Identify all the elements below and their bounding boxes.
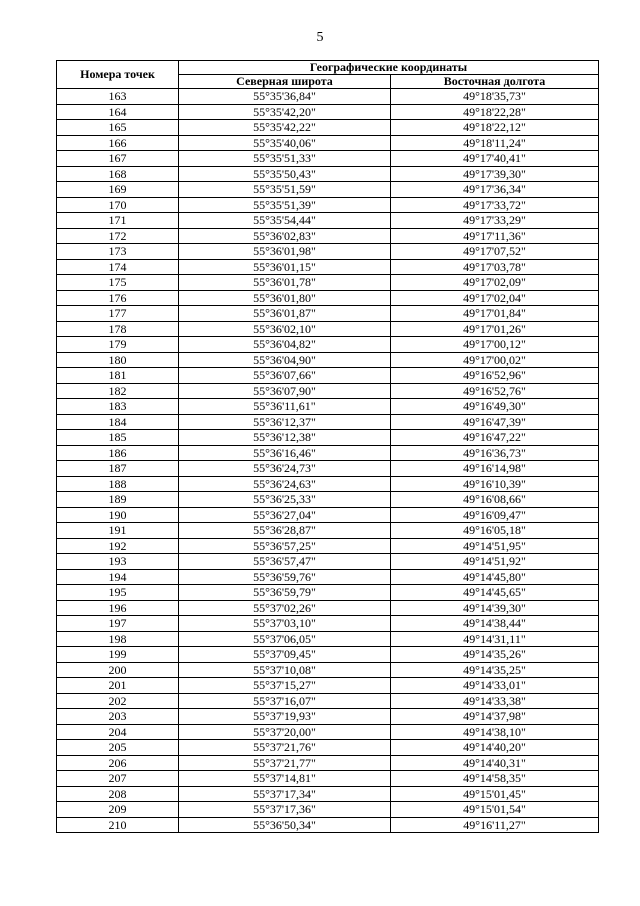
table-row: [57, 259, 599, 275]
point-number-cell: 210: [57, 817, 179, 833]
point-number-cell: 207: [57, 771, 179, 787]
table-row: [57, 724, 599, 740]
header-point-numbers: Номера точек: [57, 61, 179, 89]
point-number-cell: 204: [57, 724, 179, 740]
longitude-cell: 49°18'11,24": [391, 135, 599, 151]
table-row: [57, 631, 599, 647]
table-row: [57, 693, 599, 709]
header-east-longitude: Восточная долгота: [391, 75, 599, 89]
table-row: [57, 507, 599, 523]
latitude-cell: 55°36'50,34": [179, 817, 391, 833]
table-row: [57, 802, 599, 818]
table-row: [57, 120, 599, 136]
table-row: [57, 197, 599, 213]
latitude-cell: 55°37'10,08": [179, 662, 391, 678]
longitude-cell: 49°17'01,84": [391, 306, 599, 322]
point-number-cell: 174: [57, 259, 179, 275]
table-row: [57, 228, 599, 244]
latitude-cell: 55°37'14,81": [179, 771, 391, 787]
table-body: [57, 89, 599, 833]
table-row: [57, 135, 599, 151]
longitude-cell: 49°17'33,29": [391, 213, 599, 229]
point-number-cell: 188: [57, 476, 179, 492]
point-number-cell: 195: [57, 585, 179, 601]
point-number-cell: 180: [57, 352, 179, 368]
latitude-cell: 55°37'03,10": [179, 616, 391, 632]
table-row: [57, 104, 599, 120]
longitude-cell: 49°17'40,41": [391, 151, 599, 167]
table-row: [57, 352, 599, 368]
point-number-cell: 166: [57, 135, 179, 151]
latitude-cell: 55°36'16,46": [179, 445, 391, 461]
longitude-cell: 49°14'40,20": [391, 740, 599, 756]
longitude-cell: 49°14'35,26": [391, 647, 599, 663]
latitude-cell: 55°36'01,78": [179, 275, 391, 291]
latitude-cell: 55°36'57,47": [179, 554, 391, 570]
table-row: [57, 306, 599, 322]
table-row: [57, 647, 599, 663]
point-number-cell: 182: [57, 383, 179, 399]
longitude-cell: 49°14'38,44": [391, 616, 599, 632]
latitude-cell: 55°36'27,04": [179, 507, 391, 523]
latitude-cell: 55°37'21,77": [179, 755, 391, 771]
latitude-cell: 55°36'07,66": [179, 368, 391, 384]
table-row: [57, 275, 599, 291]
point-number-cell: 177: [57, 306, 179, 322]
table-row: [57, 585, 599, 601]
longitude-cell: 49°14'58,35": [391, 771, 599, 787]
table-row: [57, 616, 599, 632]
longitude-cell: 49°16'49,30": [391, 399, 599, 415]
latitude-cell: 55°36'12,38": [179, 430, 391, 446]
longitude-cell: 49°17'36,34": [391, 182, 599, 198]
latitude-cell: 55°37'17,36": [179, 802, 391, 818]
table-row: [57, 662, 599, 678]
point-number-cell: 175: [57, 275, 179, 291]
point-number-cell: 164: [57, 104, 179, 120]
table-row: [57, 89, 599, 105]
latitude-cell: 55°36'24,73": [179, 461, 391, 477]
longitude-cell: 49°15'01,54": [391, 802, 599, 818]
latitude-cell: 55°36'07,90": [179, 383, 391, 399]
latitude-cell: 55°36'01,87": [179, 306, 391, 322]
longitude-cell: 49°16'47,39": [391, 414, 599, 430]
table-row: [57, 151, 599, 167]
point-number-cell: 206: [57, 755, 179, 771]
table-row: [57, 678, 599, 694]
longitude-cell: 49°16'10,39": [391, 476, 599, 492]
latitude-cell: 55°36'59,76": [179, 569, 391, 585]
point-number-cell: 190: [57, 507, 179, 523]
longitude-cell: 49°14'45,65": [391, 585, 599, 601]
point-number-cell: 197: [57, 616, 179, 632]
table-row: [57, 538, 599, 554]
point-number-cell: 168: [57, 166, 179, 182]
latitude-cell: 55°36'01,15": [179, 259, 391, 275]
latitude-cell: 55°35'42,20": [179, 104, 391, 120]
latitude-cell: 55°36'59,79": [179, 585, 391, 601]
longitude-cell: 49°16'09,47": [391, 507, 599, 523]
point-number-cell: 186: [57, 445, 179, 461]
longitude-cell: 49°17'39,30": [391, 166, 599, 182]
longitude-cell: 49°14'38,10": [391, 724, 599, 740]
point-number-cell: 187: [57, 461, 179, 477]
latitude-cell: 55°36'11,61": [179, 399, 391, 415]
latitude-cell: 55°35'36,84": [179, 89, 391, 105]
table-row: [57, 445, 599, 461]
longitude-cell: 49°14'45,80": [391, 569, 599, 585]
table-row: [57, 786, 599, 802]
table-row: [57, 244, 599, 260]
longitude-cell: 49°16'52,96": [391, 368, 599, 384]
point-number-cell: 201: [57, 678, 179, 694]
point-number-cell: 202: [57, 693, 179, 709]
longitude-cell: 49°17'02,04": [391, 290, 599, 306]
point-number-cell: 173: [57, 244, 179, 260]
point-number-cell: 165: [57, 120, 179, 136]
point-number-cell: 163: [57, 89, 179, 105]
longitude-cell: 49°17'00,12": [391, 337, 599, 353]
latitude-cell: 55°36'24,63": [179, 476, 391, 492]
point-number-cell: 179: [57, 337, 179, 353]
latitude-cell: 55°36'01,98": [179, 244, 391, 260]
header-north-latitude: Северная широта: [179, 75, 391, 89]
longitude-cell: 49°14'51,92": [391, 554, 599, 570]
latitude-cell: 55°35'51,33": [179, 151, 391, 167]
table-row: [57, 492, 599, 508]
point-number-cell: 171: [57, 213, 179, 229]
longitude-cell: 49°14'39,30": [391, 600, 599, 616]
longitude-cell: 49°14'35,25": [391, 662, 599, 678]
table-row: [57, 383, 599, 399]
longitude-cell: 49°14'37,98": [391, 709, 599, 725]
latitude-cell: 55°37'19,93": [179, 709, 391, 725]
table-row: [57, 430, 599, 446]
longitude-cell: 49°14'33,01": [391, 678, 599, 694]
longitude-cell: 49°17'33,72": [391, 197, 599, 213]
latitude-cell: 55°36'25,33": [179, 492, 391, 508]
table-row: [57, 213, 599, 229]
point-number-cell: 196: [57, 600, 179, 616]
latitude-cell: 55°35'51,59": [179, 182, 391, 198]
point-number-cell: 183: [57, 399, 179, 415]
point-number-cell: 198: [57, 631, 179, 647]
table-row: [57, 399, 599, 415]
longitude-cell: 49°18'22,12": [391, 120, 599, 136]
point-number-cell: 178: [57, 321, 179, 337]
latitude-cell: 55°35'51,39": [179, 197, 391, 213]
point-number-cell: 208: [57, 786, 179, 802]
table-row: [57, 368, 599, 384]
table-row: [57, 476, 599, 492]
table-row: [57, 817, 599, 833]
latitude-cell: 55°37'20,00": [179, 724, 391, 740]
latitude-cell: 55°36'02,10": [179, 321, 391, 337]
latitude-cell: 55°36'04,82": [179, 337, 391, 353]
point-number-cell: 176: [57, 290, 179, 306]
point-number-cell: 169: [57, 182, 179, 198]
table-header-row-group: [57, 61, 599, 75]
point-number-cell: 194: [57, 569, 179, 585]
longitude-cell: 49°16'11,27": [391, 817, 599, 833]
point-number-cell: 189: [57, 492, 179, 508]
table-row: [57, 321, 599, 337]
longitude-cell: 49°16'52,76": [391, 383, 599, 399]
longitude-cell: 49°15'01,45": [391, 786, 599, 802]
longitude-cell: 49°16'08,66": [391, 492, 599, 508]
table-header: [57, 61, 599, 89]
table-row: [57, 600, 599, 616]
table-row: [57, 709, 599, 725]
table-row: [57, 337, 599, 353]
point-number-cell: 192: [57, 538, 179, 554]
latitude-cell: 55°35'50,43": [179, 166, 391, 182]
longitude-cell: 49°17'07,52": [391, 244, 599, 260]
latitude-cell: 55°36'12,37": [179, 414, 391, 430]
table-row: [57, 290, 599, 306]
latitude-cell: 55°37'21,76": [179, 740, 391, 756]
latitude-cell: 55°36'01,80": [179, 290, 391, 306]
point-number-cell: 167: [57, 151, 179, 167]
table-row: [57, 771, 599, 787]
longitude-cell: 49°14'33,38": [391, 693, 599, 709]
point-number-cell: 203: [57, 709, 179, 725]
longitude-cell: 49°16'36,73": [391, 445, 599, 461]
latitude-cell: 55°36'57,25": [179, 538, 391, 554]
table-row: [57, 461, 599, 477]
longitude-cell: 49°17'00,02": [391, 352, 599, 368]
coordinates-table: [56, 60, 599, 833]
point-number-cell: 172: [57, 228, 179, 244]
latitude-cell: 55°35'54,44": [179, 213, 391, 229]
latitude-cell: 55°37'09,45": [179, 647, 391, 663]
table-row: [57, 740, 599, 756]
point-number-cell: 170: [57, 197, 179, 213]
longitude-cell: 49°17'02,09": [391, 275, 599, 291]
latitude-cell: 55°37'16,07": [179, 693, 391, 709]
point-number-cell: 191: [57, 523, 179, 539]
point-number-cell: 209: [57, 802, 179, 818]
table-row: [57, 755, 599, 771]
longitude-cell: 49°14'51,95": [391, 538, 599, 554]
longitude-cell: 49°17'03,78": [391, 259, 599, 275]
latitude-cell: 55°37'06,05": [179, 631, 391, 647]
table-row: [57, 182, 599, 198]
longitude-cell: 49°16'05,18": [391, 523, 599, 539]
latitude-cell: 55°36'28,87": [179, 523, 391, 539]
longitude-cell: 49°17'01,26": [391, 321, 599, 337]
latitude-cell: 55°37'02,26": [179, 600, 391, 616]
point-number-cell: 181: [57, 368, 179, 384]
longitude-cell: 49°18'22,28": [391, 104, 599, 120]
longitude-cell: 49°16'47,22": [391, 430, 599, 446]
point-number-cell: 193: [57, 554, 179, 570]
point-number-cell: 200: [57, 662, 179, 678]
table-row: [57, 166, 599, 182]
point-number-cell: 205: [57, 740, 179, 756]
latitude-cell: 55°37'17,34": [179, 786, 391, 802]
latitude-cell: 55°36'04,90": [179, 352, 391, 368]
latitude-cell: 55°35'42,22": [179, 120, 391, 136]
longitude-cell: 49°18'35,73": [391, 89, 599, 105]
table-row: [57, 523, 599, 539]
longitude-cell: 49°14'40,31": [391, 755, 599, 771]
page-number: 5: [316, 30, 324, 45]
latitude-cell: 55°37'15,27": [179, 678, 391, 694]
longitude-cell: 49°14'31,11": [391, 631, 599, 647]
longitude-cell: 49°16'14,98": [391, 461, 599, 477]
header-geo-coordinates: Географические координаты: [179, 61, 599, 75]
latitude-cell: 55°35'40,06": [179, 135, 391, 151]
table-row: [57, 554, 599, 570]
table-row: [57, 569, 599, 585]
longitude-cell: 49°17'11,36": [391, 228, 599, 244]
point-number-cell: 185: [57, 430, 179, 446]
point-number-cell: 184: [57, 414, 179, 430]
latitude-cell: 55°36'02,83": [179, 228, 391, 244]
point-number-cell: 199: [57, 647, 179, 663]
table-row: [57, 414, 599, 430]
